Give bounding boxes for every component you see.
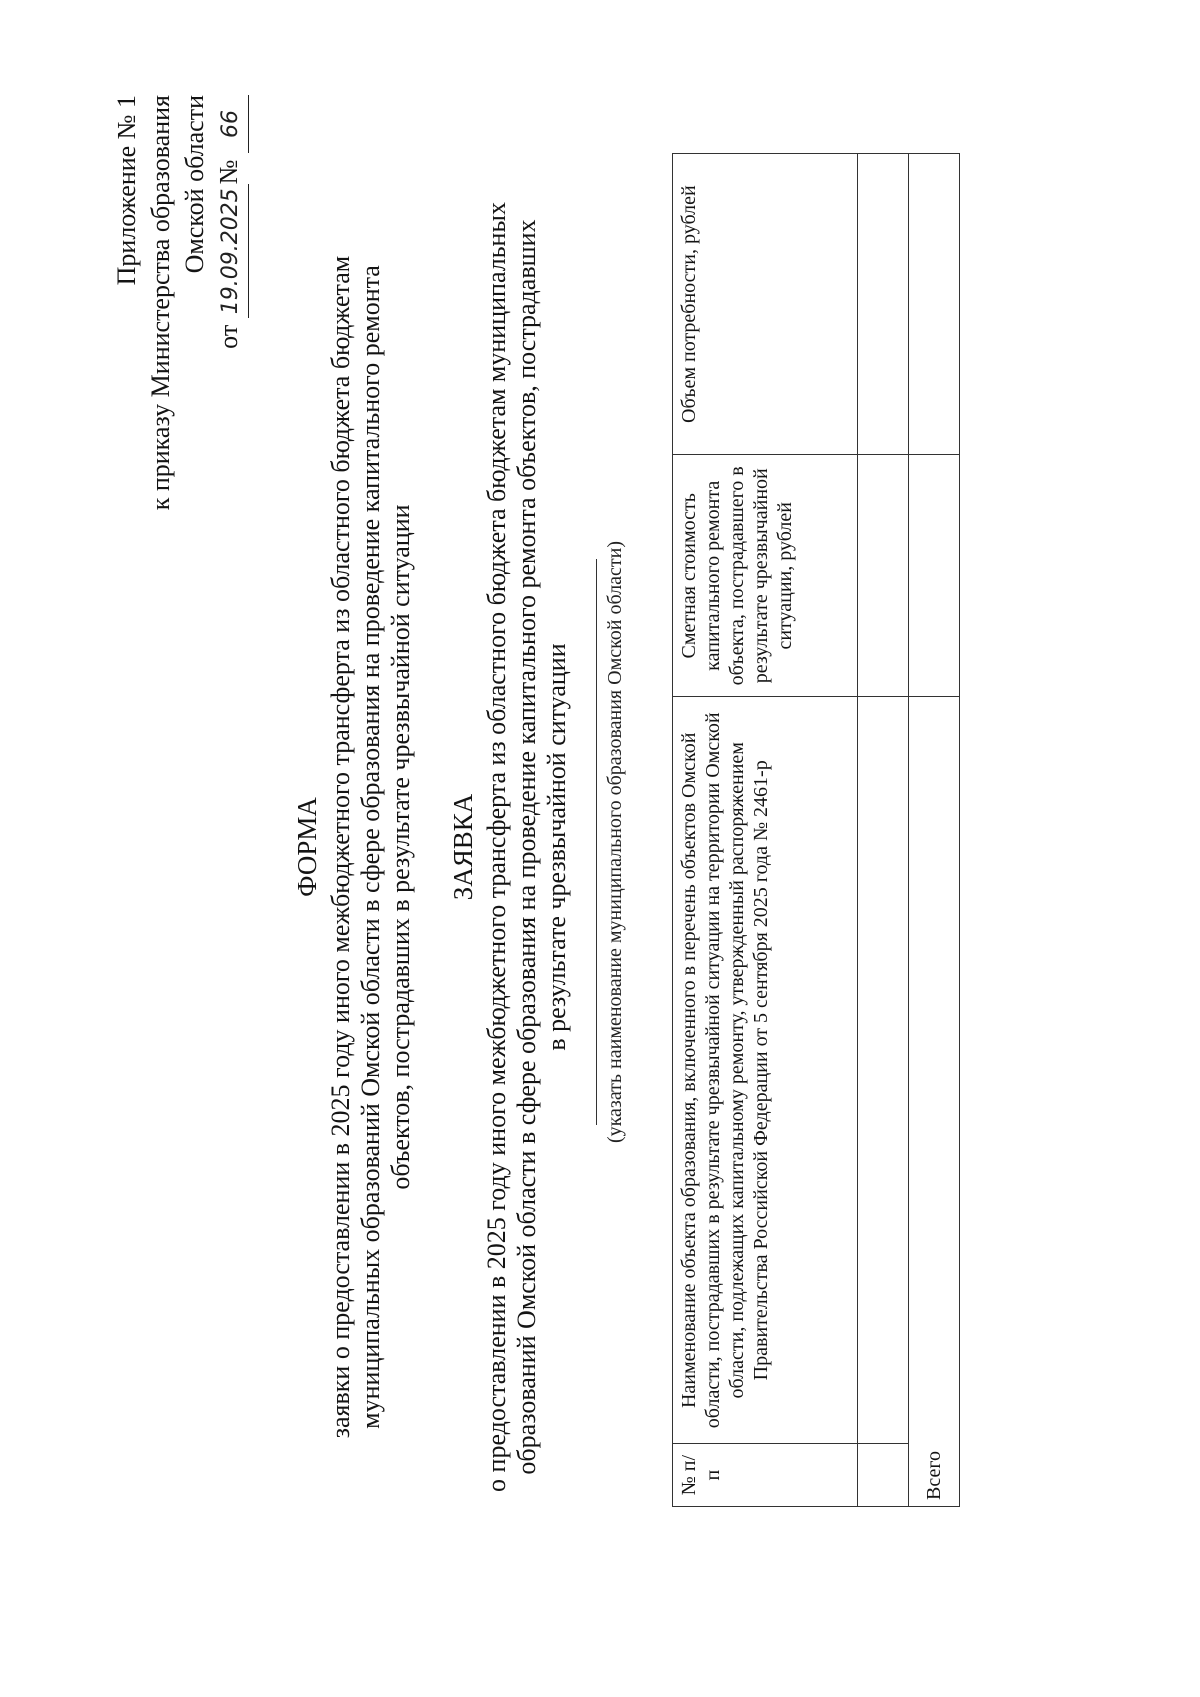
number-prefix: № [214,159,243,185]
forma-heading: ФОРМА [292,797,322,897]
municipality-caption: (указать наименование муниципального образования Омской области) [604,540,626,1144]
appendix-date-line [212,95,249,510]
empty-cell[interactable] [858,697,909,1444]
forma-line-1: заявки о предоставлении в 2025 году иного межбюджетного трансферта из областного бюджета бюджетам [326,255,355,1439]
empty-cell[interactable] [858,1444,909,1507]
handwritten-date: 19.09.2025 [214,184,249,318]
zayavka-line-3: в результате чрезвычайной ситуации [542,643,571,1051]
table-row [858,154,909,1507]
appendix-stamp [110,95,249,510]
handwritten-number: 66 [214,95,249,153]
zayavka-block [448,197,572,1497]
header-number: № п/п [673,1444,858,1507]
forma-line-3: объектов, пострадавших в результате чрезвычайной ситуации [386,504,415,1190]
appendix-line-2: к приказу Министерства образования [146,95,175,511]
forma-block [292,197,416,1497]
forma-line-2: муниципальных образований Омской области в сфере образования на проведение капитального ремонта [356,265,385,1429]
header-object-name: Наименование объекта образования, включенного в перечень объектов Омской области, пострадавших в результате чрезвычайной ситуации на территории Омской области, подлежащих капитальному ремонту, утвержденный распоряжением Правительства Российской Федерации от 5 сентября 2025 года № 2461-р [673,697,858,1444]
total-label: Всего [909,697,960,1507]
zayavka-heading: ЗАЯВКА [448,793,478,901]
zayavka-line-2: образований Омской области в сфере образования на проведение капитального ремонта объектов, пострадавших [512,219,541,1475]
zayavka-line-1: о предоставлении в 2025 году иного межбюджетного трансферта из областного бюджета бюджетам муниципальных [482,202,511,1492]
municipality-fill-line[interactable] [596,559,597,1125]
total-need-volume-cell[interactable] [909,154,960,455]
empty-cell[interactable] [858,455,909,697]
total-estimated-cost-cell[interactable] [909,455,960,697]
header-estimated-cost: Сметная стоимость капитального ремонта объекта, пострадавшего в результате чрезвычайной ситуации, рублей [673,455,858,697]
date-prefix: от [214,324,243,349]
request-table [672,153,960,1507]
table-total-row [909,154,960,1507]
empty-cell[interactable] [858,154,909,455]
appendix-line-1: Приложение № 1 [112,95,141,286]
appendix-line-3: Омской области [180,95,209,274]
table-header-row [673,154,858,1507]
header-need-volume: Объем потребности, рублей [673,154,858,455]
